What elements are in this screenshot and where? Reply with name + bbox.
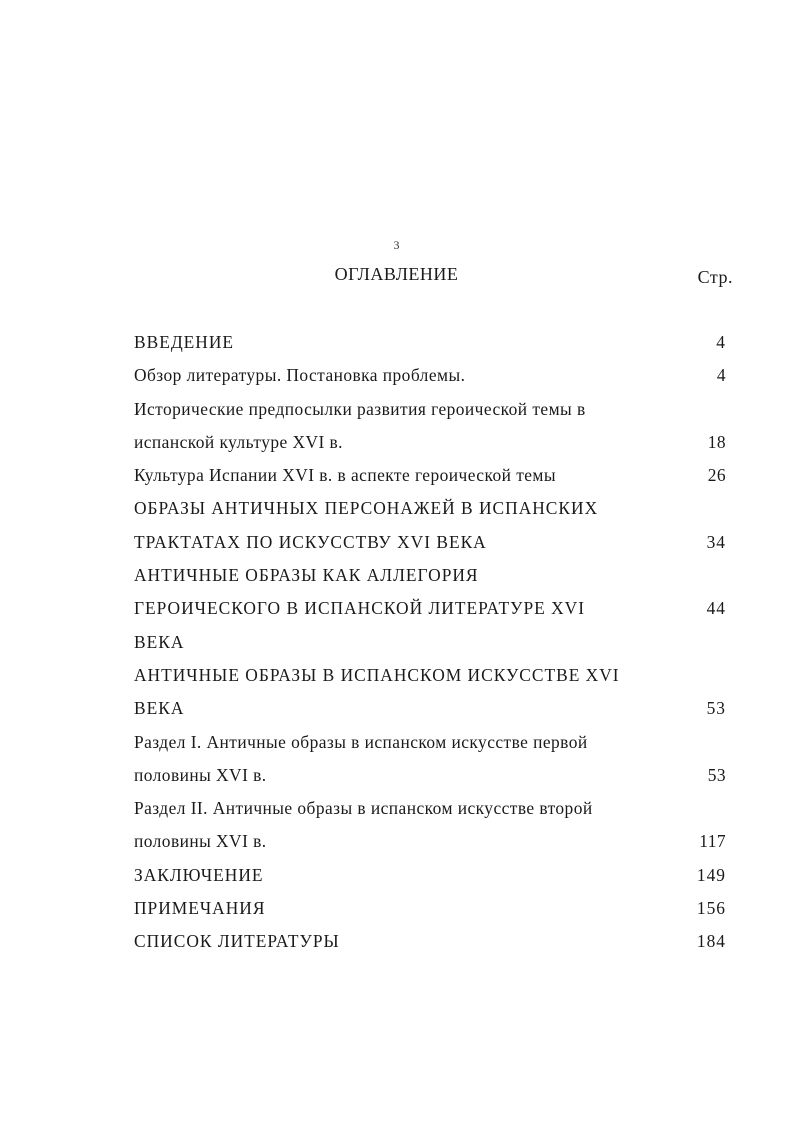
toc-entry — [134, 692, 726, 725]
toc-entry-page: 149 — [696, 864, 726, 885]
toc-entry — [134, 759, 726, 792]
toc-entry-title: ГЕРОИЧЕСКОГО В ИСПАНСКОЙ ЛИТЕРАТУРЕ XVI — [134, 598, 586, 619]
toc-entry-title: Раздел II. Античные образы в испанском искусстве второй — [134, 798, 593, 819]
toc-entry-title: АНТИЧНЫЕ ОБРАЗЫ В ИСПАНСКОМ ИСКУССТВЕ XVI — [134, 664, 620, 685]
toc-entry-title: ВЕКА — [134, 631, 185, 652]
toc-entry — [134, 626, 726, 659]
toc-entry-title: половины XVI в. — [134, 764, 267, 785]
toc-entry — [134, 393, 726, 426]
toc-entry-title: Раздел I. Античные образы в испанском искусстве первой — [134, 731, 588, 752]
toc-entry-title: Культура Испании XVI в. в аспекте героической темы — [134, 465, 556, 486]
toc-entry — [134, 492, 726, 525]
toc-entry-title: СПИСОК ЛИТЕРАТУРЫ — [134, 931, 340, 952]
toc-entry-page: 34 — [706, 531, 726, 552]
toc-entry-page: 117 — [699, 831, 726, 852]
toc-entry-title: ОБРАЗЫ АНТИЧНЫХ ПЕРСОНАЖЕЙ В ИСПАНСКИХ — [134, 498, 599, 519]
toc-entry — [134, 859, 726, 892]
toc-entry — [134, 592, 726, 625]
toc-entry — [134, 426, 726, 459]
toc-entry-page: 184 — [696, 931, 726, 952]
toc-entry — [134, 825, 726, 858]
toc-entry — [134, 792, 726, 825]
table-of-contents — [134, 326, 726, 959]
toc-entry-page: 53 — [706, 698, 726, 719]
toc-entry-page: 26 — [707, 465, 726, 486]
toc-entry — [134, 326, 726, 359]
toc-entry — [134, 526, 726, 559]
toc-entry-title: АНТИЧНЫЕ ОБРАЗЫ КАК АЛЛЕГОРИЯ — [134, 565, 479, 586]
toc-entry — [134, 459, 726, 492]
toc-entry-title: ПРИМЕЧАНИЯ — [134, 898, 266, 919]
toc-entry-title: половины XVI в. — [134, 831, 267, 852]
toc-entry-title: ВВЕДЕНИЕ — [134, 332, 235, 352]
page-number: 3 — [393, 238, 400, 252]
toc-entry — [134, 359, 726, 392]
toc-entry-page: 156 — [696, 898, 726, 919]
toc-title: ОГЛАВЛЕНИЕ — [334, 264, 459, 284]
toc-entry-title: ЗАКЛЮЧЕНИЕ — [134, 864, 264, 885]
toc-entry-title: испанской культуре XVI в. — [134, 431, 343, 452]
toc-entry — [134, 659, 726, 692]
toc-entry-title: Обзор литературы. Постановка проблемы. — [134, 365, 466, 386]
toc-entry — [134, 559, 726, 592]
toc-entry-page: 53 — [707, 764, 726, 785]
page-column-header: Стр. — [697, 267, 733, 287]
toc-entry — [134, 892, 726, 925]
toc-entry-title: ТРАКТАТАХ ПО ИСКУССТВУ XVI ВЕКА — [134, 531, 487, 552]
toc-entry — [134, 726, 726, 759]
toc-entry-page: 4 — [716, 332, 726, 352]
toc-entry-page: 18 — [707, 431, 726, 452]
toc-entry — [134, 925, 726, 958]
toc-entry-page: 44 — [706, 598, 726, 619]
toc-entry-page: 4 — [716, 365, 726, 386]
toc-entry-title: ВЕКА — [134, 698, 185, 719]
toc-entry-title: Исторические предпосылки развития героической темы в — [134, 398, 586, 419]
